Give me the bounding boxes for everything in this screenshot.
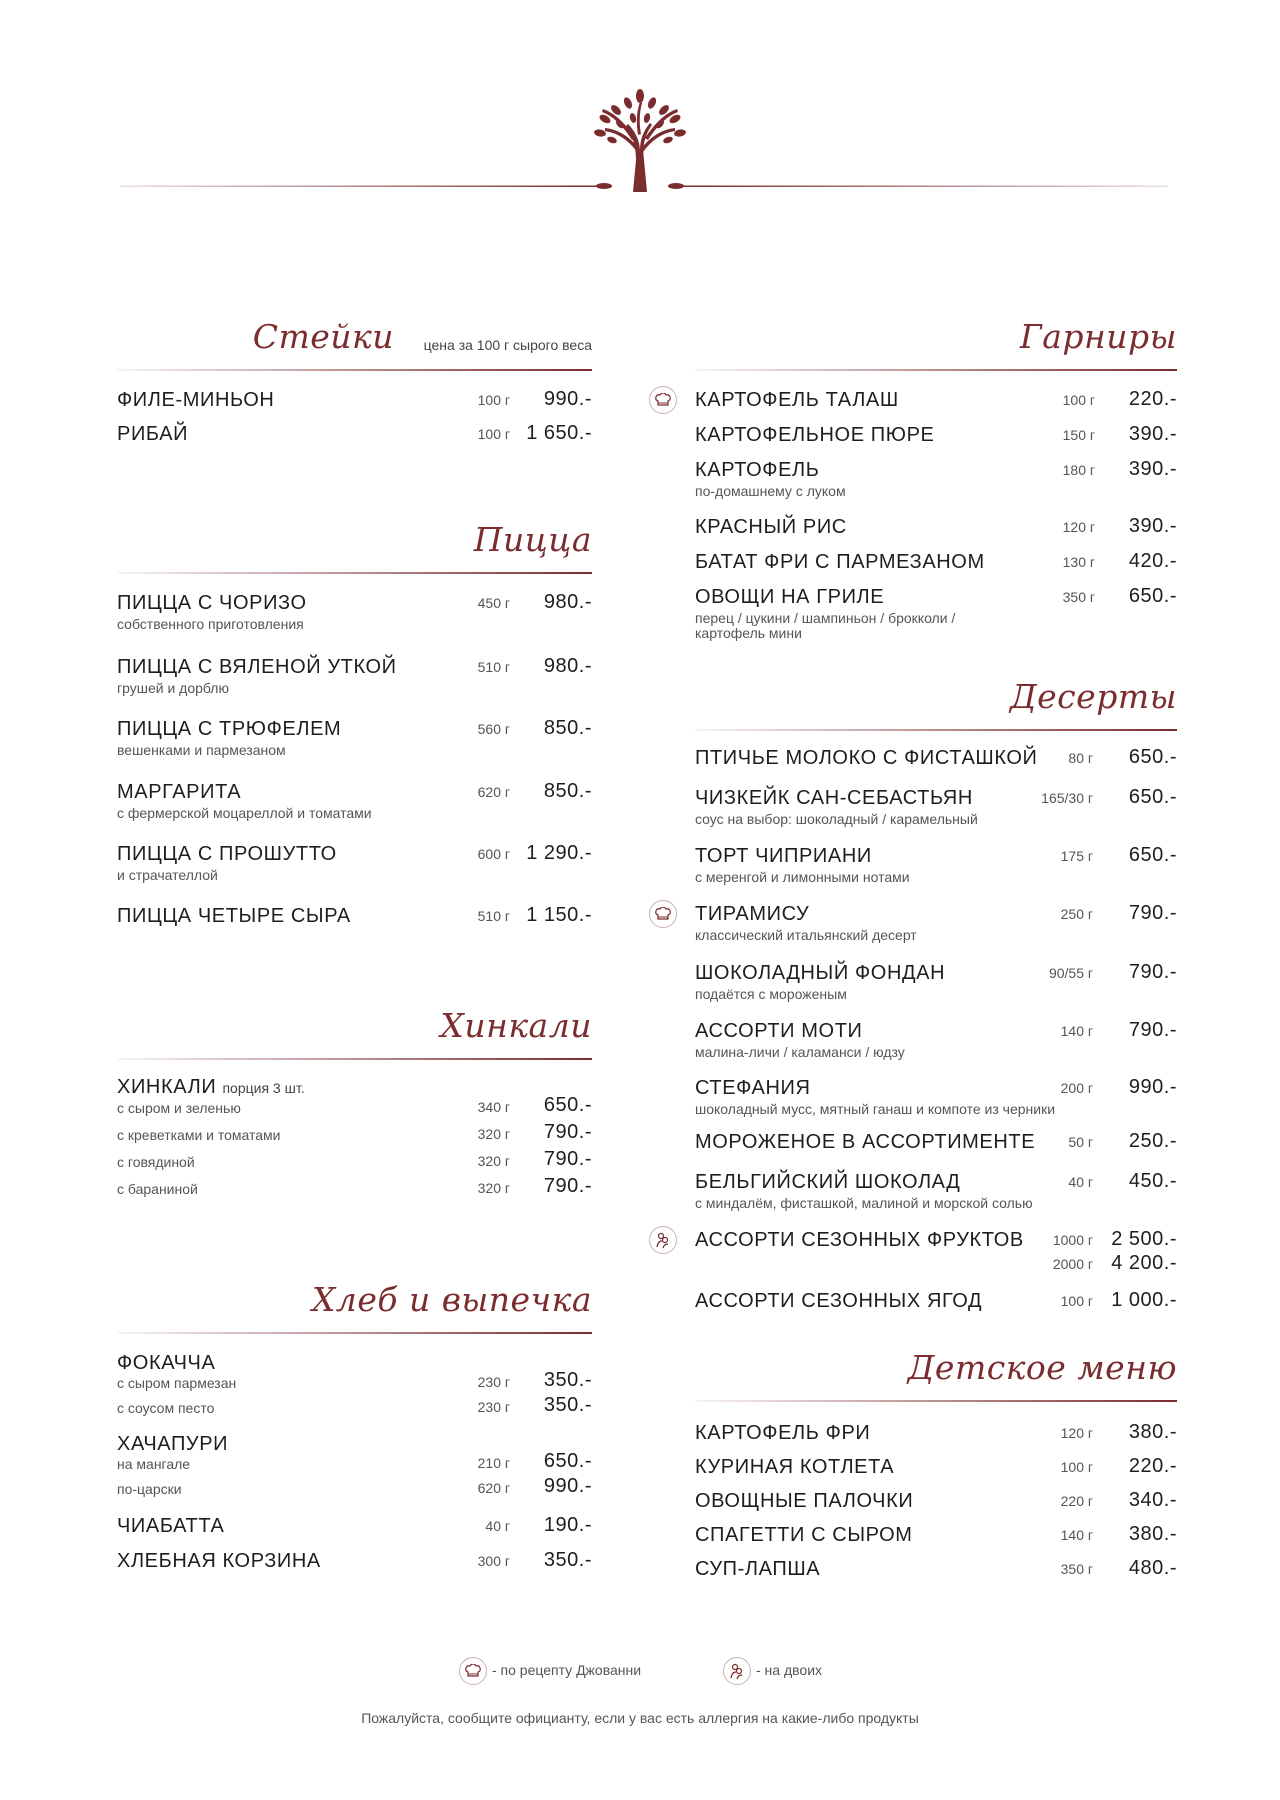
chef-hat-icon [649,386,677,414]
variant-weight: 340 г [477,1099,510,1115]
item-price: 480.- [1128,1557,1177,1579]
chef-hat-icon [649,900,677,928]
item-weight: 100 г [477,426,510,442]
item-name: ПИЦЦА ЧЕТЫРЕ СЫРА [117,905,351,927]
menu-item [695,902,1177,944]
item-description: и страчателлой [117,867,218,883]
item-price: 190.- [543,1514,592,1536]
item-price: 1 290.- [526,842,592,864]
item-name: ОВОЩИ НА ГРИЛЕ [695,586,885,608]
item-name: ЧИАБАТТА [117,1515,225,1537]
item-weight: 40 г [1068,1174,1093,1190]
item-name: РИБАЙ [117,423,189,445]
item-weight: 350 г [1062,589,1095,605]
item-price: 390.- [1128,423,1177,445]
item-weight: 350 г [1060,1561,1093,1577]
item-name: ПИЦЦА С ТРЮФЕЛЕМ [117,718,342,740]
variant-price: 350.- [543,1369,592,1391]
variant-description: с креветками и томатами [117,1127,281,1143]
variant-weight: 210 г [477,1455,510,1471]
item-price: 850.- [543,717,592,739]
menu-item [695,1455,1177,1479]
item-weight: 130 г [1062,554,1095,570]
divider [117,369,592,371]
item-weight: 40 г [485,1518,510,1534]
menu-item [695,1421,1177,1445]
menu-item [117,842,592,884]
variant-description: с сыром пармезан [117,1375,237,1391]
menu-item [117,1075,592,1202]
item-price: 390.- [1128,458,1177,480]
item-weight: 250 г [1060,906,1093,922]
item-price: 650.- [1128,786,1177,808]
section-title: Хинкали [440,1006,592,1045]
section-bread [117,1280,592,1572]
item-weight: 620 г [477,784,510,800]
item-description: подаётся с мороженым [695,986,847,1002]
variant-weight: 230 г [477,1399,510,1415]
item-name: ХЛЕБНАЯ КОРЗИНА [117,1550,321,1572]
menu-item [695,961,1177,1003]
menu-item [117,591,592,633]
divider [117,1332,592,1334]
menu-item [117,422,592,446]
item-name: ПИЦЦА С ВЯЛЕНОЙ УТКОЙ [117,656,397,678]
section-subtitle: цена за 100 г сырого веса [423,337,592,353]
item-weight: 100 г [1060,1293,1093,1309]
item-name: ЧИЗКЕЙК САН-СЕБАСТЬЯН [695,787,973,809]
item-price: 380.- [1128,1523,1177,1545]
menu-item [695,388,1177,412]
menu-item [117,1549,592,1573]
item-price: 650.- [1128,844,1177,866]
item-weight: 450 г [477,595,510,611]
section-header [695,678,1177,732]
variant-description: с сыром и зеленью [117,1100,241,1116]
item-name: КУРИНАЯ КОТЛЕТА [695,1456,895,1478]
two-people-icon [723,1657,751,1685]
item-description: шоколадный мусс, мятный ганаш и компоте из черники [695,1101,1056,1117]
divider [695,729,1177,731]
chef-hat-icon [459,1657,487,1685]
item-name: ПТИЧЬЕ МОЛОКО С ФИСТАШКОЙ [695,747,1038,769]
item-weight: 220 г [1060,1493,1093,1509]
menu-item [117,717,592,759]
variant-row [117,1175,592,1202]
item-weight: 600 г [477,846,510,862]
item-weight: 100 г [477,392,510,408]
menu-item [695,515,1177,539]
allergy-note: Пожалуйста, сообщите официанту, если у вас есть аллергия на какие-либо продукты [361,1710,919,1726]
item-weight: 560 г [477,721,510,737]
item-weight: 510 г [477,908,510,924]
variant-row [117,1475,592,1500]
variant-price: 790.- [543,1121,592,1143]
item-price: 380.- [1128,1421,1177,1443]
item-price: 790.- [1128,1019,1177,1041]
menu-item [695,1289,1177,1313]
item-portion: порция 3 шт. [222,1080,305,1096]
variant-description: с бараниной [117,1181,198,1197]
item-weight: 120 г [1060,1425,1093,1441]
variant-row [117,1369,592,1394]
menu-item [695,1130,1177,1154]
item-name: ФОКАЧЧА [117,1352,216,1374]
menu-item [695,746,1177,770]
menu-item [695,1228,1177,1278]
menu-item [695,786,1177,828]
menu-item [695,1557,1177,1581]
item-name: КРАСНЫЙ РИС [695,516,847,538]
section-title: Хлеб и выпечка [311,1280,592,1319]
menu-item [695,1489,1177,1513]
menu-item [695,1170,1177,1212]
legend-share-text: - на двоих [756,1662,823,1678]
item-price: 250.- [1128,1130,1177,1152]
menu-item [117,1432,592,1500]
variant-price: 790.- [543,1175,592,1197]
item-name: КАРТОФЕЛЬ [695,459,820,481]
item-price: 350.- [543,1549,592,1571]
item-price: 790.- [1128,902,1177,924]
section-sides [695,317,1177,641]
item-weight: 90/55 г [1048,965,1093,981]
variant-weight: 620 г [477,1480,510,1496]
item-weight: 50 г [1068,1134,1093,1150]
menu-item [695,458,1177,500]
item-price: 220.- [1128,388,1177,410]
variant-weight: 320 г [477,1126,510,1142]
item-name: АССОРТИ СЕЗОННЫХ ФРУКТОВ [695,1229,1024,1251]
item-name: БЕЛЬГИЙСКИЙ ШОКОЛАД [695,1171,961,1193]
section-header [695,318,1177,372]
item-price: 340.- [1128,1489,1177,1511]
section-header [695,1349,1177,1403]
item-weight: 175 г [1060,848,1093,864]
item-weight: 100 г [1060,1459,1093,1475]
item-name: МОРОЖЕНОЕ В АССОРТИМЕНТЕ [695,1131,1036,1153]
variant-row [117,1094,592,1121]
variant-row [117,1148,592,1175]
item-name: ОВОЩНЫЕ ПАЛОЧКИ [695,1490,914,1512]
variant-description: с говядиной [117,1154,195,1170]
item-price: 220.- [1128,1455,1177,1477]
menu-item [117,1351,592,1419]
divider [117,572,592,574]
item-price: 850.- [543,780,592,802]
variant-row [117,1450,592,1475]
item-description: классический итальянский десерт [695,927,917,943]
menu-item [117,388,592,412]
item-weight: 510 г [477,659,510,675]
item-weight: 140 г [1060,1527,1093,1543]
item-description: вешенками и пармезаном [117,742,286,758]
section-header [117,1007,592,1061]
two-people-icon [649,1226,677,1254]
section-steaks [117,317,592,445]
menu-item [117,904,592,928]
variant-price: 650.- [543,1450,592,1472]
legend-chef-text: - по рецепту Джованни [492,1662,642,1678]
item-price: 990.- [1128,1076,1177,1098]
item-name: ПИЦЦА С ПРОШУТТО [117,843,337,865]
item-name: КАРТОФЕЛЬНОЕ ПЮРЕ [695,424,935,446]
section-header [117,318,592,372]
item-weight: 200 г [1060,1080,1093,1096]
item-price: 790.- [1128,961,1177,983]
item-price: 980.- [543,591,592,613]
variant-weight: 230 г [477,1374,510,1390]
item-weight: 2000 г [1052,1256,1093,1272]
item-name: ХИНКАЛИ [117,1076,217,1098]
variant-row [117,1394,592,1419]
item-weight: 100 г [1062,392,1095,408]
item-description: перец / цукини / шампиньон / брокколи / [695,610,956,626]
item-price: 990.- [543,388,592,410]
item-name: ТИРАМИСУ [695,903,810,925]
item-description: грушей и дорблю [117,680,229,696]
item-weight: 150 г [1062,427,1095,443]
item-price: 2 500.- [1111,1228,1177,1250]
item-name: АССОРТИ МОТИ [695,1020,863,1042]
divider [695,1400,1177,1402]
menu-item [117,655,592,697]
legend [0,1657,1280,1697]
item-name: МАРГАРИТА [117,781,242,803]
menu-item [117,780,592,822]
variant-weight: 320 г [477,1153,510,1169]
variant-price: 790.- [543,1148,592,1170]
variant-description: по-царски [117,1481,182,1497]
item-name: СПАГЕТТИ С СЫРОМ [695,1524,913,1546]
section-desserts [695,677,1177,1312]
item-name: ШОКОЛАДНЫЙ ФОНДАН [695,962,946,984]
item-weight: 1000 г [1052,1232,1093,1248]
item-price: 420.- [1128,550,1177,572]
item-weight: 140 г [1060,1023,1093,1039]
item-price: 1 650.- [526,422,592,444]
item-description: с меренгой и лимонными нотами [695,869,910,885]
item-description: по-домашнему с луком [695,483,846,499]
item-weight: 80 г [1068,750,1093,766]
item-name: ФИЛЕ-МИНЬОН [117,389,275,411]
item-price: 1 150.- [526,904,592,926]
item-price: 980.- [543,655,592,677]
section-title: Десерты [1009,677,1177,716]
item-name: ХАЧАПУРИ [117,1433,229,1455]
item-name: ТОРТ ЧИПРИАНИ [695,845,872,867]
item-price: 450.- [1128,1170,1177,1192]
menu-header [0,0,1280,200]
item-description: собственного приготовления [117,616,304,632]
divider [695,369,1177,371]
item-weight: 165/30 г [1041,790,1093,806]
item-weight: 300 г [477,1553,510,1569]
variant-row [117,1121,592,1148]
section-kids-menu [695,1348,1177,1580]
section-title: Стейки [252,317,394,356]
item-weight: 180 г [1062,462,1095,478]
variant-price: 650.- [543,1094,592,1116]
section-title: Пицца [473,520,592,559]
item-price: 4 200.- [1111,1252,1177,1274]
item-name: БАТАТ ФРИ С ПАРМЕЗАНОМ [695,551,985,573]
item-description: с миндалём, фисташкой, малиной и морской солью [695,1195,1033,1211]
item-price: 650.- [1128,585,1177,607]
variant-description: на мангале [117,1456,191,1472]
menu-item [695,550,1177,574]
section-title: Детское меню [907,1348,1177,1387]
item-name: КАРТОФЕЛЬ ФРИ [695,1422,871,1444]
menu-item [695,585,1177,642]
item-name: ПИЦЦА С ЧОРИЗО [117,592,307,614]
variant-price: 350.- [543,1394,592,1416]
section-khinkali [117,1006,592,1197]
item-name: СТЕФАНИЯ [695,1077,811,1099]
item-name: КАРТОФЕЛЬ ТАЛАШ [695,389,899,411]
item-description: соус на выбор: шоколадный / карамельный [695,811,978,827]
section-header [117,1281,592,1335]
menu-item [695,423,1177,447]
menu-item [695,1076,1177,1118]
item-weight: 120 г [1062,519,1095,535]
item-description: малина-личи / каламанси / юдзу [695,1044,905,1060]
menu-item [695,1523,1177,1547]
item-description: с фермерской моцареллой и томатами [117,805,372,821]
tree-logo-icon [0,0,1280,200]
item-price: 650.- [1128,746,1177,768]
divider [117,1058,592,1060]
menu-item [117,1514,592,1538]
item-name: СУП-ЛАПША [695,1558,821,1580]
variant-description: с соусом песто [117,1400,215,1416]
item-name: АССОРТИ СЕЗОННЫХ ЯГОД [695,1290,983,1312]
section-title: Гарниры [1019,317,1177,356]
section-pizza [117,520,592,927]
item-description: картофель мини [695,625,802,641]
item-price: 390.- [1128,515,1177,537]
section-header [117,521,592,575]
variant-weight: 320 г [477,1180,510,1196]
variant-price: 990.- [543,1475,592,1497]
menu-item [695,844,1177,886]
menu-item [695,1019,1177,1061]
item-price: 1 000.- [1111,1289,1177,1311]
